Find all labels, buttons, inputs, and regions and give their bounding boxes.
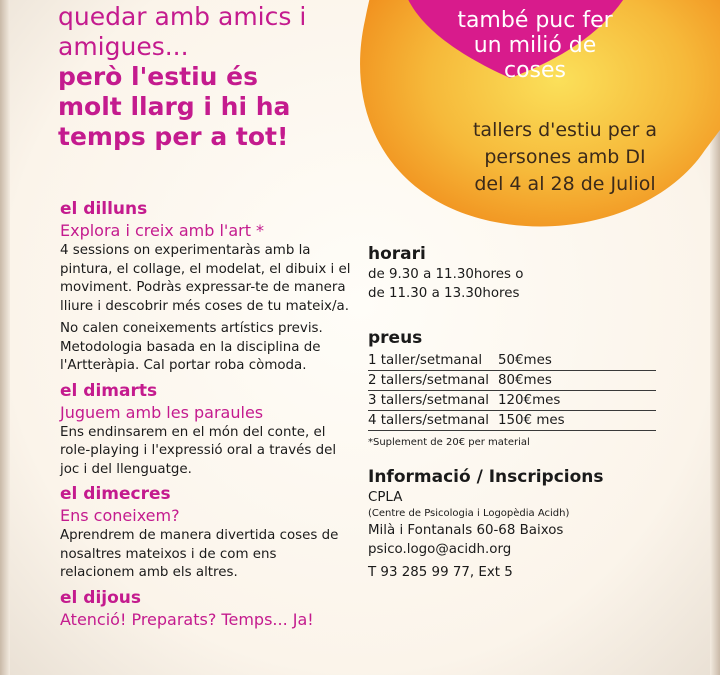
headline-line-2: amigues...	[58, 32, 189, 61]
table-row	[368, 351, 656, 371]
table-row	[368, 391, 656, 411]
prices-heading: preus	[368, 328, 423, 348]
left-shadow	[0, 0, 10, 675]
workshop-title: Atenció! Preparats? Temps... Ja!	[60, 609, 314, 629]
headline-bold-3: temps per a tot!	[58, 122, 289, 151]
day-monday	[60, 198, 355, 376]
email[interactable]: psico.logo@acidh.org	[368, 542, 512, 557]
prices-table	[368, 351, 656, 431]
day-title: el dimecres	[60, 484, 171, 504]
day-title: el dimarts	[60, 380, 158, 401]
price-value: 150€ mes	[498, 411, 656, 431]
address: Milà i Fontanals 60-68 Baixos	[368, 523, 564, 538]
headline-bold-1: però l'estiu és	[58, 62, 258, 91]
price-value: 50€mes	[498, 351, 656, 371]
heart-line-3: coses	[503, 58, 566, 83]
workshop-title: Explora i creix amb l'art *	[60, 221, 265, 240]
price-label: 1 taller/setmanal	[368, 351, 498, 371]
contact-section	[368, 466, 658, 582]
prices-section	[368, 327, 658, 448]
workshop-title: Juguem amb les paraules	[60, 402, 264, 422]
table-row	[368, 411, 656, 431]
table-row	[368, 371, 656, 391]
headline-line-1: quedar amb amics i	[58, 2, 307, 31]
price-label: 2 tallers/setmanal	[368, 371, 498, 391]
info-column	[368, 243, 658, 582]
day-title: el dilluns	[60, 199, 148, 219]
price-label: 3 tallers/setmanal	[368, 391, 498, 411]
headline-bold-2: molt llarg i hi ha	[58, 92, 291, 121]
day-title: el dijous	[60, 587, 141, 608]
heart-line-1: també puc fer	[457, 8, 613, 33]
subtitle-line-2: persones amb DI	[484, 146, 646, 168]
price-label: 4 tallers/setmanal	[368, 411, 498, 431]
schedule-line: de 11.30 a 13.30hores	[368, 286, 520, 301]
workshop-title: Ens coneixem?	[60, 506, 180, 525]
subtitle	[435, 117, 695, 198]
heart-line-2: un milió de	[473, 33, 597, 58]
day-thursday	[60, 587, 355, 631]
contact-heading: Informació / Inscripcions	[368, 467, 604, 487]
day-wednesday	[60, 483, 355, 583]
workshop-description: Aprendrem de manera divertida coses de nosaltres mateixos i de com ens relacionem amb els altres.	[60, 528, 339, 580]
org-name: CPLA	[368, 490, 403, 505]
subtitle-line-3: del 4 al 28 de Juliol	[474, 173, 656, 195]
schedule-section	[368, 243, 658, 303]
heart-text	[415, 8, 655, 83]
material-note: *Suplement de 20€ per material	[368, 437, 530, 448]
schedule-line: de 9.30 a 11.30hores o	[368, 267, 524, 282]
headline	[58, 2, 358, 152]
workshop-description: No calen coneixements artístics previs. Metodologia basada en la disciplina de l'Artteràpia. Cal portar roba còmoda.	[60, 321, 323, 373]
workshop-schedule	[60, 198, 355, 631]
price-value: 80€mes	[498, 371, 656, 391]
workshop-description: 4 sessions on experimentaràs amb la pintura, el collage, el modelat, el dibuix i el moviment. Podràs expressar-te de manera lliure i descobrir més coses de tu mateix/a.	[60, 243, 351, 314]
price-value: 120€mes	[498, 391, 656, 411]
org-full-name: (Centre de Psicologia i Logopèdia Acidh)	[368, 508, 570, 519]
schedule-heading: horari	[368, 244, 426, 264]
day-tuesday	[60, 380, 355, 480]
subtitle-line-1: tallers d'estiu per a	[472, 119, 658, 141]
phone[interactable]: T 93 285 99 77, Ext 5	[368, 565, 513, 580]
workshop-description: Ens endinsarem en el món del conte, el role-playing i l'expressió oral a través del joc i del llenguatge.	[60, 424, 337, 477]
